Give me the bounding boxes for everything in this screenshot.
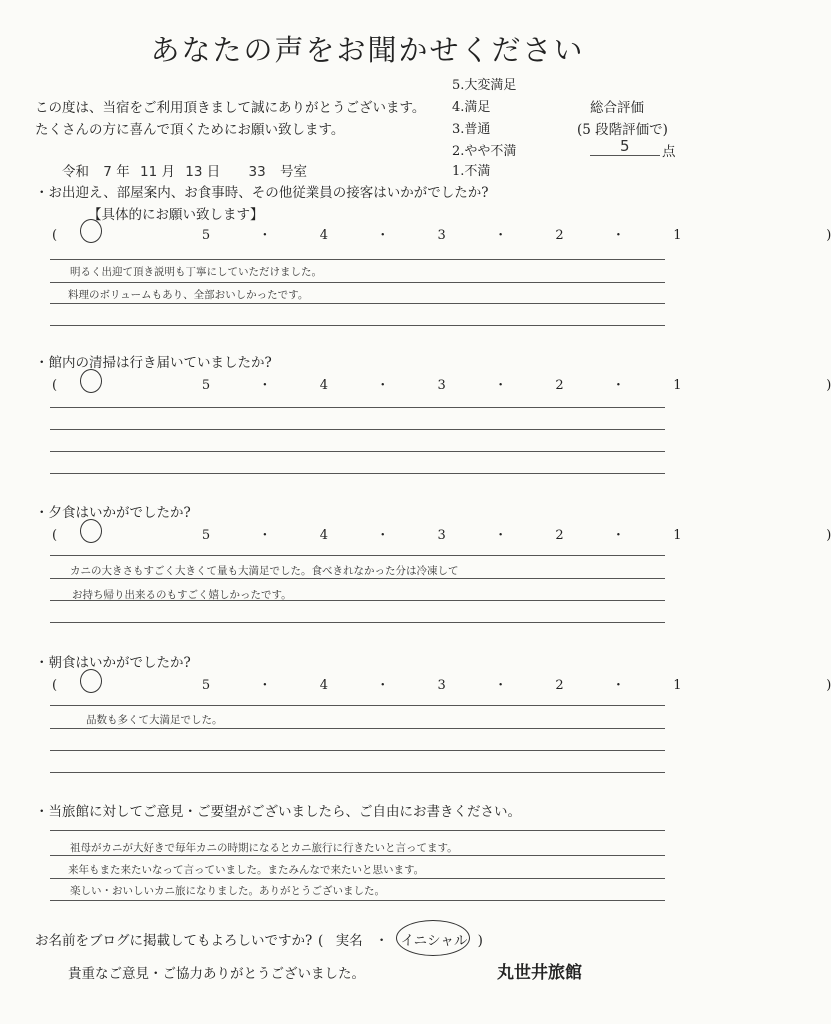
stay-prefix: 令和 — [62, 164, 89, 180]
stay-year: 7 — [103, 164, 112, 180]
intro-line-2: たくさんの方に喜んで頂くためにお願い致します。 — [35, 122, 345, 138]
intro-line-1: この度は、当宿をご利用頂きまして誠にありがとうございます。 — [35, 100, 426, 116]
stay-month: 11 — [139, 164, 158, 180]
stay-info — [62, 160, 307, 180]
answer-line — [50, 282, 665, 283]
scale-4: 4.満足 — [452, 100, 491, 115]
stay-day-label: 日 — [206, 164, 221, 180]
answer-line — [50, 407, 665, 408]
blog-options: ( 実名 ・ イニシャル ) — [318, 933, 483, 949]
scale-2: 2.やや不満 — [452, 144, 517, 159]
answer-line — [50, 600, 665, 601]
overall-score: 5 — [620, 137, 630, 155]
inn-name: 丸世井旅館 — [497, 963, 582, 983]
stay-year-label: 年 — [116, 164, 130, 180]
answer-5-1: 祖母がカニが大好きで毎年カニの時期になるとカニ旅行に行きたいと言ってます。 — [70, 842, 458, 854]
answer-4-1: 品数も多くて大満足でした。 — [86, 714, 223, 726]
overall-label: 総合評価 — [590, 100, 644, 116]
overall-underline — [590, 155, 660, 156]
stay-room-label: 号室 — [280, 164, 308, 180]
rating-2-row: ( 5 ・ 4 ・ 3 ・ 2 ・ 1 ) — [52, 378, 831, 393]
answer-line — [50, 900, 665, 901]
answer-line — [50, 728, 665, 729]
answer-line — [50, 855, 665, 856]
stay-room: 33 — [248, 164, 266, 180]
answer-1-1: 明るく出迎て頂き説明も丁寧にしていただけました。 — [70, 266, 322, 278]
answer-5-3: 楽しい・おいしいカニ旅になりました。ありがとうございました。 — [70, 885, 385, 897]
answer-line — [50, 451, 665, 452]
answer-line — [50, 325, 665, 326]
selected-circle-3 — [80, 519, 102, 543]
overall-unit: 点 — [662, 144, 676, 160]
rating-1-row: ( 5 ・ 4 ・ 3 ・ 2 ・ 1 ) — [52, 228, 831, 243]
selected-circle-4 — [80, 669, 102, 693]
blog-question: お名前をブログに掲載してもよろしいですか? — [35, 933, 313, 949]
answer-line — [50, 259, 665, 260]
question-1-note: 【具体的にお願い致します】 — [88, 207, 264, 223]
question-5: ・当旅館に対してご意見・ご要望がございましたら、ご自由にお書きください。 — [35, 804, 521, 820]
answer-line — [50, 622, 665, 623]
answer-line — [50, 878, 665, 879]
question-4: ・朝食はいかがでしたか? — [35, 655, 191, 671]
answer-line — [50, 473, 665, 474]
rating-3-row: ( 5 ・ 4 ・ 3 ・ 2 ・ 1 ) — [52, 528, 831, 543]
answer-line — [50, 772, 665, 773]
answer-line — [50, 705, 665, 706]
answer-line — [50, 830, 665, 831]
answer-1-2: 料理のボリュームもあり、全部おいしかったです。 — [68, 289, 309, 301]
stay-day: 13 — [185, 164, 203, 180]
answer-3-1: カニの大きさもすごく大きくて量も大満足でした。食べきれなかった分は冷凍して — [70, 565, 459, 577]
answer-line — [50, 303, 665, 304]
overall-sub: (5 段階評価で) — [577, 122, 668, 138]
answer-5-2: 来年もまた来たいなって言っていました。またみんなで来たいと思います。 — [68, 864, 425, 876]
question-2: ・館内の清掃は行き届いていましたか? — [35, 355, 272, 371]
question-1: ・お出迎え、部屋案内、お食事時、その他従業員の接客はいかがでしたか? — [35, 185, 489, 201]
blog-selected-circle — [396, 920, 470, 956]
blog-option-real-name[interactable]: 実名 — [335, 933, 363, 949]
selected-circle-1 — [80, 219, 102, 243]
page-title: あなたの声をお聞かせください — [150, 33, 585, 67]
answer-line — [50, 578, 665, 579]
selected-circle-2 — [80, 369, 102, 393]
thanks-message: 貴重なご意見・ご協力ありがとうございました。 — [68, 966, 365, 982]
answer-line — [50, 429, 665, 430]
scale-1: 1.不満 — [452, 164, 491, 179]
answer-3-2: お持ち帰り出来るのもすごく嬉しかったです。 — [72, 589, 292, 601]
rating-4-row: ( 5 ・ 4 ・ 3 ・ 2 ・ 1 ) — [52, 678, 831, 693]
blog-option-initials[interactable]: イニシャル — [400, 933, 468, 949]
scale-5: 5.大変満足 — [452, 78, 517, 93]
stay-month-label: 月 — [161, 164, 175, 180]
answer-line — [50, 750, 665, 751]
answer-line — [50, 555, 665, 556]
scale-3: 3.普通 — [452, 122, 491, 137]
question-3: ・夕食はいかがでしたか? — [35, 505, 191, 521]
